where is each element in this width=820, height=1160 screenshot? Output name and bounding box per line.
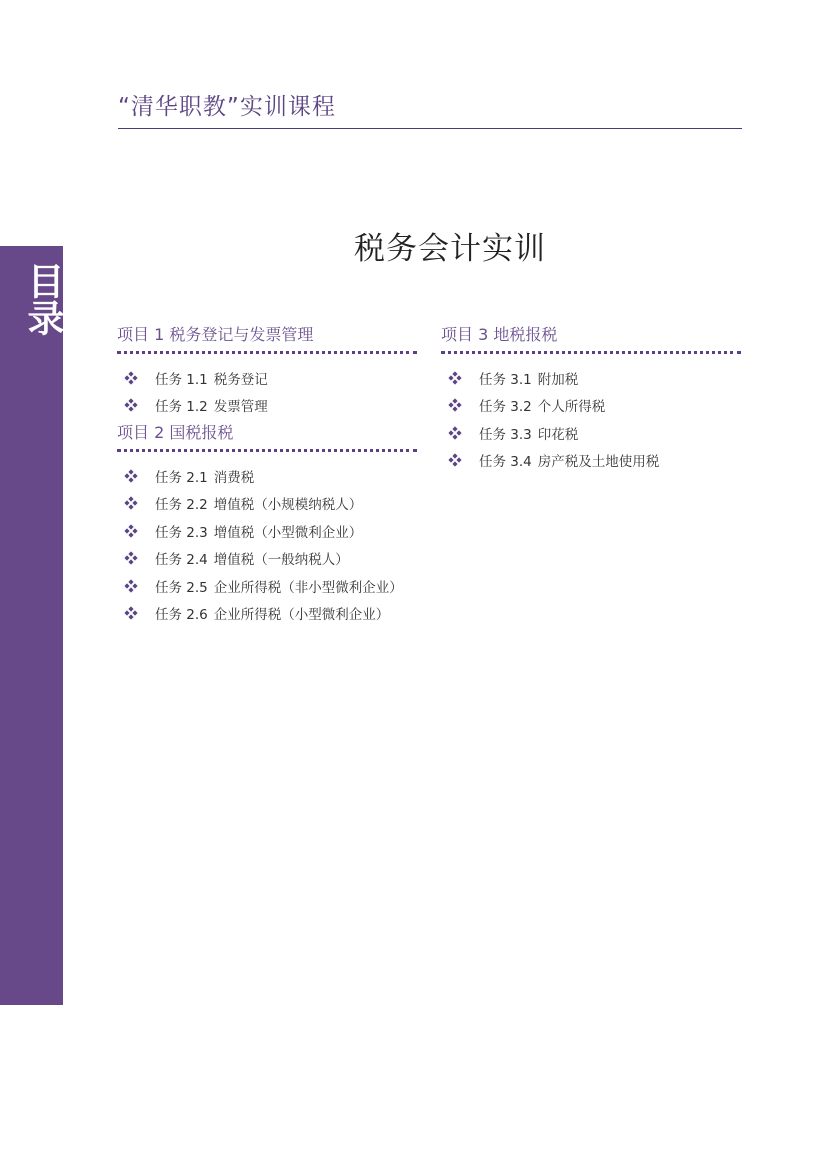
toc-task-item[interactable] xyxy=(117,392,417,420)
toc-task-item[interactable] xyxy=(117,517,417,545)
four-diamond-icon xyxy=(124,496,138,510)
four-diamond-icon xyxy=(124,398,138,412)
four-diamond-icon xyxy=(124,579,138,593)
task-name: 企业所得税（非小型微利企业） xyxy=(213,579,403,596)
toc-task-item[interactable] xyxy=(117,572,417,600)
project-heading-3: 项目 3 地税报税 xyxy=(441,325,558,344)
task-name: 发票管理 xyxy=(213,399,268,416)
task-name: 增值税（一般纳税人） xyxy=(213,552,349,569)
toc-task-item[interactable] xyxy=(117,364,417,392)
task-number: 任务 3.1 xyxy=(479,371,532,388)
task-name: 增值税（小规模纳税人） xyxy=(213,497,363,514)
four-diamond-icon xyxy=(124,606,138,620)
task-number: 任务 2.5 xyxy=(155,579,208,596)
task-name: 个人所得税 xyxy=(537,399,606,416)
toc-task-item[interactable] xyxy=(117,462,417,490)
toc-task-item[interactable] xyxy=(441,447,741,475)
toc-task-item[interactable] xyxy=(441,364,741,392)
dotted-divider xyxy=(117,449,417,452)
task-number: 任务 2.3 xyxy=(155,524,208,541)
task-number: 任务 2.1 xyxy=(155,469,208,486)
toc-column-left xyxy=(117,323,417,627)
side-tab xyxy=(0,246,63,1005)
task-number: 任务 2.2 xyxy=(155,497,208,514)
four-diamond-icon xyxy=(124,524,138,538)
task-number: 任务 2.4 xyxy=(155,552,208,569)
four-diamond-icon xyxy=(448,426,462,440)
series-title: “清华职教”实训课程 xyxy=(118,94,336,120)
task-list-project-1 xyxy=(117,364,417,419)
task-name: 企业所得税（小型微利企业） xyxy=(213,607,390,624)
task-name: 房产税及土地使用税 xyxy=(537,454,660,471)
dotted-divider xyxy=(441,351,741,354)
task-number: 任务 1.2 xyxy=(155,399,208,416)
task-name: 增值税（小型微利企业） xyxy=(213,524,363,541)
toc-task-item[interactable] xyxy=(441,392,741,420)
toc-column-right xyxy=(441,323,741,474)
header-divider xyxy=(118,128,742,129)
task-number: 任务 3.4 xyxy=(479,454,532,471)
four-diamond-icon xyxy=(448,371,462,385)
toc-task-item[interactable] xyxy=(117,545,417,573)
task-number: 任务 2.6 xyxy=(155,607,208,624)
side-tab-label: 目录 xyxy=(21,262,64,336)
toc-task-item[interactable] xyxy=(117,600,417,628)
task-number: 任务 3.3 xyxy=(479,426,532,443)
project-heading-1: 项目 1 税务登记与发票管理 xyxy=(117,325,314,344)
task-name: 税务登记 xyxy=(213,371,268,388)
task-number: 任务 1.1 xyxy=(155,371,208,388)
task-name: 印花税 xyxy=(537,426,579,443)
task-number: 任务 3.2 xyxy=(479,399,532,416)
task-name: 附加税 xyxy=(537,371,579,388)
four-diamond-icon xyxy=(448,398,462,412)
book-title: 税务会计实训 xyxy=(354,231,546,267)
dotted-divider xyxy=(117,351,417,354)
four-diamond-icon xyxy=(124,371,138,385)
project-heading-2: 项目 2 国税报税 xyxy=(117,423,234,442)
four-diamond-icon xyxy=(448,453,462,467)
four-diamond-icon xyxy=(124,551,138,565)
toc-task-item[interactable] xyxy=(117,490,417,518)
task-name: 消费税 xyxy=(213,469,255,486)
task-list-project-3 xyxy=(441,364,741,474)
four-diamond-icon xyxy=(124,469,138,483)
task-list-project-2 xyxy=(117,462,417,627)
toc-task-item[interactable] xyxy=(441,419,741,447)
